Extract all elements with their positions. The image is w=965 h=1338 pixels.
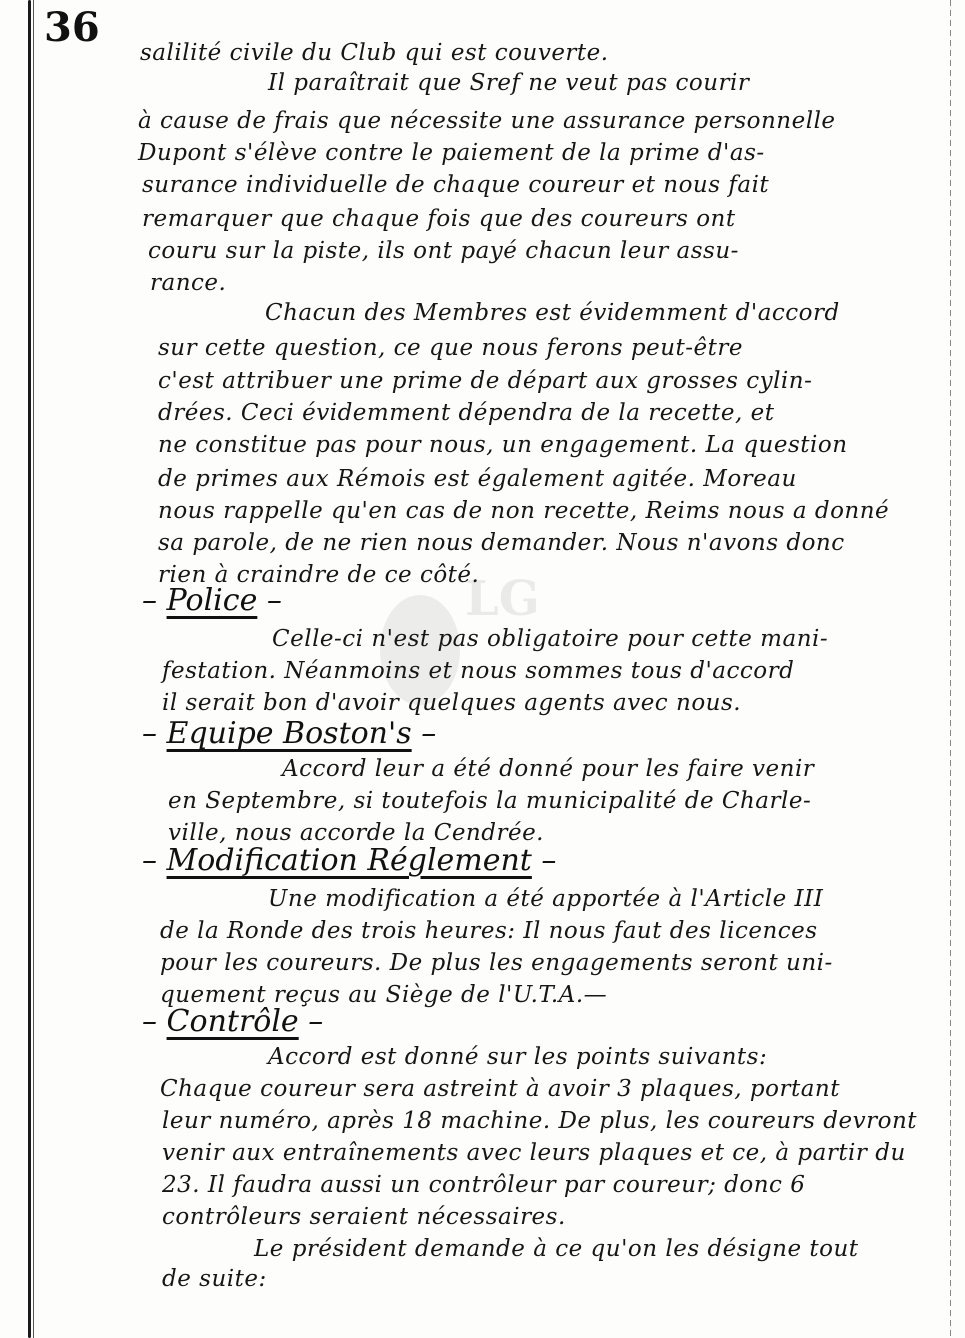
heading-title: Equipe Boston's <box>166 716 412 751</box>
text-line: de la Ronde des trois heures: Il nous faut des licences <box>160 918 818 944</box>
text-line: Une modification a été apportée à l'Article III <box>268 886 824 912</box>
margin-rule <box>28 0 31 1338</box>
text-line: quement reçus au Siège de l'U.T.A.— <box>160 982 608 1008</box>
text-line: sa parole, de ne rien nous demander. Nous n'avons donc <box>158 530 845 556</box>
text-line: ville, nous accorde la Cendrée. <box>168 820 544 846</box>
heading-title: Contrôle <box>166 1004 299 1039</box>
text-line: de suite: <box>162 1266 267 1292</box>
text-line: de primes aux Rémois est également agitée. Moreau <box>158 466 797 492</box>
page-number: 36 <box>44 4 100 51</box>
text-line: Accord leur a été donné pour les faire venir <box>282 756 815 782</box>
right-edge-rule <box>950 0 951 1338</box>
heading-dash: – <box>266 583 282 618</box>
text-line: ne constitue pas pour nous, un engagement. La question <box>158 432 848 458</box>
text-line: rien à craindre de ce côté. <box>158 562 480 588</box>
text-line: pour les coureurs. De plus les engagements seront uni- <box>160 950 833 976</box>
text-line: Celle-ci n'est pas obligatoire pour cette mani- <box>272 626 829 652</box>
heading-dash: – <box>142 716 157 751</box>
section-heading-police <box>142 583 282 618</box>
heading-dash: – <box>421 716 437 751</box>
text-line: 23. Il faudra aussi un contrôleur par coureur; donc 6 <box>162 1172 806 1198</box>
text-line: en Septembre, si toutefois la municipalité de Charle- <box>168 788 812 814</box>
text-line: c'est attribuer une prime de départ aux grosses cylin- <box>158 368 813 394</box>
text-line: contrôleurs seraient nécessaires. <box>162 1204 566 1230</box>
text-line: à cause de frais que nécessite une assurance personnelle <box>138 108 836 134</box>
text-line: il serait bon d'avoir quelques agents avec nous. <box>162 690 742 716</box>
watermark-text: LG <box>465 571 540 627</box>
text-line: surance individuelle de chaque coureur et nous fait <box>142 172 770 198</box>
text-line: drées. Ceci évidemment dépendra de la recette, et <box>158 400 775 426</box>
text-line: salilité civile du Club qui est couverte. <box>140 40 609 66</box>
text-line: Chaque coureur sera astreint à avoir 3 plaques, portant <box>160 1076 840 1102</box>
section-heading-equipe <box>142 716 436 751</box>
text-line: couru sur la piste, ils ont payé chacun leur assu- <box>148 238 739 264</box>
section-heading-modification <box>142 843 556 878</box>
text-line: festation. Néanmoins et nous sommes tous d'accord <box>162 658 795 684</box>
text-line: Dupont s'élève contre le paiement de la prime d'as- <box>138 140 765 166</box>
section-heading-controle <box>142 1004 323 1039</box>
text-line: Il paraîtrait que Sref ne veut pas courir <box>268 70 750 96</box>
text-line: leur numéro, après 18 machine. De plus, les coureurs devront <box>162 1108 918 1134</box>
heading-dash: – <box>142 583 157 618</box>
text-line: nous rappelle qu'en cas de non recette, Reims nous a donné <box>158 498 890 524</box>
text-line: Le président demande à ce qu'on les désigne tout <box>254 1236 859 1262</box>
heading-title: Police <box>166 583 258 618</box>
heading-dash: – <box>308 1004 324 1039</box>
heading-dash: – <box>142 843 157 878</box>
heading-dash: – <box>142 1004 157 1039</box>
heading-dash: – <box>541 843 557 878</box>
text-line: Chacun des Membres est évidemment d'accord <box>265 300 840 326</box>
text-line: rance. <box>150 270 227 296</box>
text-line: venir aux entraînements avec leurs plaques et ce, à partir du <box>162 1140 906 1166</box>
heading-title: Modification Réglement <box>166 843 532 878</box>
text-line: remarquer que chaque fois que des coureurs ont <box>142 206 736 232</box>
margin-rule-inner <box>33 0 34 1338</box>
text-line: Accord est donné sur les points suivants: <box>268 1044 768 1070</box>
text-line: sur cette question, ce que nous ferons peut-être <box>158 335 744 361</box>
